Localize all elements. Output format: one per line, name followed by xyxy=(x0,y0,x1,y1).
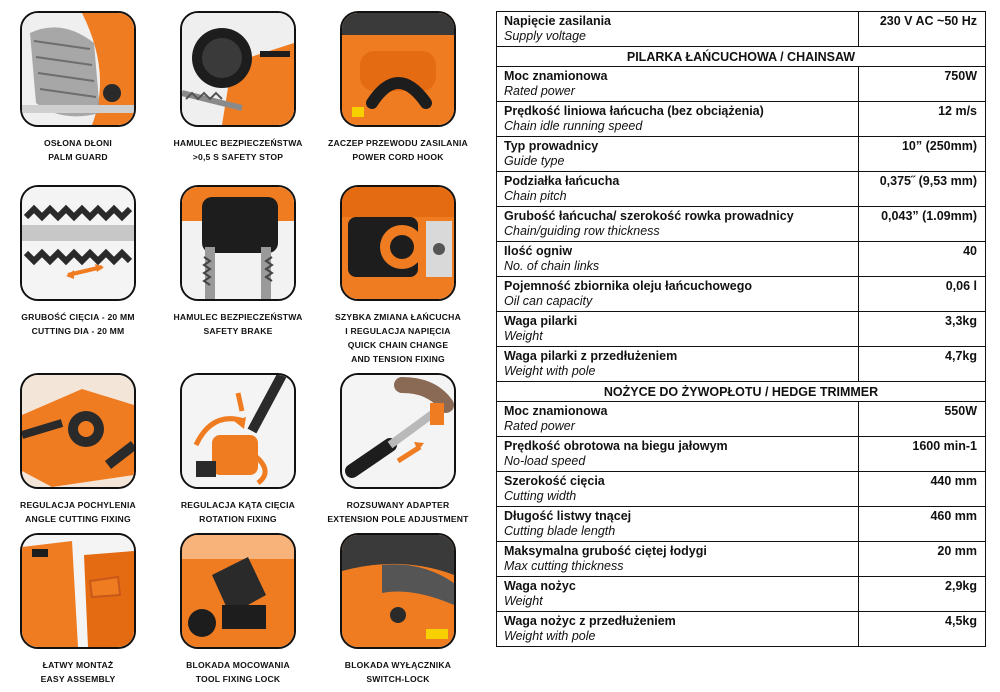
spec-label-cell xyxy=(497,207,859,242)
spec-label-pl: Moc znamionowa xyxy=(504,404,608,418)
feature-label-pl: OSŁONA DŁONI xyxy=(44,138,112,148)
spec-label-pl: Podziałka łańcucha xyxy=(504,174,620,188)
spec-label-pl: Pojemność zbiornika oleju łańcuchowego xyxy=(504,279,752,293)
spec-value: 0,375˝ (9,53 mm) xyxy=(859,172,986,207)
feature-label-en: QUICK CHAIN CHANGE xyxy=(347,340,449,350)
spec-label-pl: Grubość łańcucha/ szerokość rowka prowadnicy xyxy=(504,209,794,223)
spec-label-en: Supply voltage xyxy=(504,29,587,43)
section-title: PILARKA ŁAŃCUCHOWA / CHAINSAW xyxy=(497,47,986,67)
feature-extension-pole xyxy=(323,373,473,526)
chain-change-photo-icon xyxy=(340,185,456,301)
specifications-table xyxy=(496,11,986,647)
spec-label-pl: Długość listwy tnącej xyxy=(504,509,632,523)
section-title: NOŻYCE DO ŻYWOPŁOTU / HEDGE TRIMMER xyxy=(497,382,986,402)
spec-row xyxy=(497,67,986,102)
spec-label-en: Guide type xyxy=(504,154,565,168)
spec-value: 12 m/s xyxy=(859,102,986,137)
spec-label-cell xyxy=(497,347,859,382)
blade-photo-icon xyxy=(20,185,136,301)
feature-label-pl: REGULACJA POCHYLENIA xyxy=(20,500,136,510)
feature-safety-stop xyxy=(163,11,313,164)
feature-label-pl: GRUBOŚĆ CIĘCIA - 20 MM xyxy=(21,312,135,322)
spec-label-en: Chain pitch xyxy=(504,189,567,203)
spec-row xyxy=(497,312,986,347)
spec-label-pl: Waga pilarki xyxy=(504,314,578,328)
section-header-hedge-trimmer xyxy=(497,382,986,402)
spec-label-en: No-load speed xyxy=(504,454,586,468)
assembly-photo-icon xyxy=(20,533,136,649)
feature-label-pl: ZACZEP PRZEWODU ZASILANIA xyxy=(328,138,468,148)
feature-label-en: PALM GUARD xyxy=(48,152,108,162)
spec-label-cell xyxy=(497,612,859,647)
spec-label-pl: Ilość ogniw xyxy=(504,244,573,258)
spec-row xyxy=(497,137,986,172)
spec-row xyxy=(497,207,986,242)
feature-label-en: >0,5 S SAFETY STOP xyxy=(192,152,284,162)
spec-label-cell xyxy=(497,67,859,102)
tool-lock-photo-icon xyxy=(180,533,296,649)
feature-switch-lock xyxy=(323,533,473,686)
spec-row xyxy=(497,612,986,647)
spec-value: 0,06 l xyxy=(859,277,986,312)
feature-label-en: EXTENSION POLE ADJUSTMENT xyxy=(327,514,469,524)
hedge-trimmer-specs xyxy=(497,402,986,647)
spec-row xyxy=(497,542,986,577)
feature-rotation xyxy=(163,373,313,526)
spec-row xyxy=(497,242,986,277)
feature-label-en: EASY ASSEMBLY xyxy=(40,674,116,684)
spec-label-pl: Moc znamionowa xyxy=(504,69,608,83)
spec-label-en: No. of chain links xyxy=(504,259,600,273)
feature-chain-change xyxy=(323,185,473,366)
spec-label-cell xyxy=(497,542,859,577)
feature-label-en: SWITCH-LOCK xyxy=(366,674,430,684)
spec-label-en: Weight with pole xyxy=(504,629,596,643)
spec-label-cell xyxy=(497,242,859,277)
feature-label-pl: SZYBKA ZMIANA ŁAŃCUCHA xyxy=(335,312,461,322)
feature-label-pl: BLOKADA WYŁĄCZNIKA xyxy=(344,660,452,670)
spec-row xyxy=(497,472,986,507)
spec-label-cell xyxy=(497,472,859,507)
pole-photo-icon xyxy=(340,373,456,489)
spec-value: 0,043” (1.09mm) xyxy=(859,207,986,242)
spec-value: 4,7kg xyxy=(859,347,986,382)
spec-label-en: Weight with pole xyxy=(504,364,596,378)
feature-label-en: POWER CORD HOOK xyxy=(352,152,444,162)
feature-label-en: SAFETY BRAKE xyxy=(203,326,273,336)
spec-value: 20 mm xyxy=(859,542,986,577)
spec-label-cell xyxy=(497,102,859,137)
spec-row xyxy=(497,577,986,612)
spec-label-en: Chain/guiding row thickness xyxy=(504,224,660,238)
spec-value: 1600 min-1 xyxy=(859,437,986,472)
spec-label-cell xyxy=(497,172,859,207)
spec-label-pl: Waga pilarki z przedłużeniem xyxy=(504,349,678,363)
feature-label-en: ANGLE CUTTING FIXING xyxy=(25,514,131,524)
feature-palm-guard xyxy=(3,11,153,164)
feature-label-en: CUTTING DIA - 20 MM xyxy=(31,326,125,336)
spec-row xyxy=(497,507,986,542)
spec-value: 40 xyxy=(859,242,986,277)
spec-label-pl: Szerokość cięcia xyxy=(504,474,605,488)
palm-guard-photo-icon xyxy=(20,11,136,127)
trimmer-header-body xyxy=(497,382,986,402)
spec-label-pl: Napięcie zasilania xyxy=(504,14,612,28)
spec-row xyxy=(497,437,986,472)
spec-row xyxy=(497,102,986,137)
feature-label-pl: HAMULEC BEZPIECZEŃSTWA xyxy=(173,138,303,148)
spec-row xyxy=(497,402,986,437)
spec-label-en: Max cutting thickness xyxy=(504,559,624,573)
feature-label-en: ROTATION FIXING xyxy=(199,514,277,524)
spec-row-supply-voltage xyxy=(497,12,986,47)
feature-cutting-dia xyxy=(3,185,153,338)
feature-label-pl: BLOKADA MOCOWANIA xyxy=(186,660,290,670)
feature-cord-hook xyxy=(323,11,473,164)
feature-tool-lock xyxy=(163,533,313,686)
cord-hook-photo-icon xyxy=(340,11,456,127)
rotation-photo-icon xyxy=(180,373,296,489)
spec-label-en: Cutting blade length xyxy=(504,524,616,538)
spec-row xyxy=(497,172,986,207)
spec-label-en: Rated power xyxy=(504,84,575,98)
spec-label-pl: Prędkość liniowa łańcucha (bez obciążenia) xyxy=(504,104,764,118)
section-header-chainsaw xyxy=(497,47,986,67)
spec-label-pl: Prędkość obrotowa na biegu jałowym xyxy=(504,439,728,453)
spec-label-pl: Waga nożyc z przedłużeniem xyxy=(504,614,676,628)
spec-label-cell xyxy=(497,507,859,542)
specifications-body xyxy=(497,12,986,67)
spec-row xyxy=(497,277,986,312)
spec-label-en: Chain idle running speed xyxy=(504,119,643,133)
spec-label-cell xyxy=(497,277,859,312)
spec-value: 550W xyxy=(859,402,986,437)
spec-value: 4,5kg xyxy=(859,612,986,647)
feature-easy-assembly xyxy=(3,533,153,686)
feature-label-en: TOOL FIXING LOCK xyxy=(195,674,281,684)
chainsaw-specs xyxy=(497,67,986,382)
spec-label-cell xyxy=(497,137,859,172)
spec-value: 10” (250mm) xyxy=(859,137,986,172)
spec-label-en: Rated power xyxy=(504,419,575,433)
spec-value: 3,3kg xyxy=(859,312,986,347)
spec-label-pl: Maksymalna grubość ciętej łodygi xyxy=(504,544,707,558)
feature-label-en: AND TENSION FIXING xyxy=(351,354,445,364)
spec-label-cell xyxy=(497,402,859,437)
spec-label-cell xyxy=(497,437,859,472)
spec-value: 750W xyxy=(859,67,986,102)
spec-label-cell xyxy=(497,312,859,347)
spec-row xyxy=(497,347,986,382)
spec-label-cell xyxy=(497,12,859,47)
feature-label-pl: ŁATWY MONTAŻ xyxy=(42,660,114,670)
spec-label-pl: Waga nożyc xyxy=(504,579,576,593)
chain-brake-photo-icon xyxy=(180,185,296,301)
brake-photo-icon xyxy=(180,11,296,127)
feature-label-pl: ROZSUWANY ADAPTER xyxy=(346,500,450,510)
spec-label-en: Cutting width xyxy=(504,489,577,503)
spec-value: 2,9kg xyxy=(859,577,986,612)
feature-label-pl: REGULACJA KĄTA CIĘCIA xyxy=(180,500,296,510)
spec-value: 230 V AC ~50 Hz xyxy=(859,12,986,47)
feature-angle-cutting xyxy=(3,373,153,526)
feature-safety-brake xyxy=(163,185,313,338)
feature-label-pl: I REGULACJA NAPIĘCIA xyxy=(345,326,451,336)
spec-label-cell xyxy=(497,577,859,612)
spec-value: 440 mm xyxy=(859,472,986,507)
feature-label-pl: HAMULEC BEZPIECZEŃSTWA xyxy=(173,312,303,322)
switch-lock-photo-icon xyxy=(340,533,456,649)
spec-label-en: Weight xyxy=(504,329,543,343)
spec-label-en: Oil can capacity xyxy=(504,294,593,308)
spec-value: 460 mm xyxy=(859,507,986,542)
spec-label-en: Weight xyxy=(504,594,543,608)
angle-photo-icon xyxy=(20,373,136,489)
spec-label-pl: Typ prowadnicy xyxy=(504,139,599,153)
